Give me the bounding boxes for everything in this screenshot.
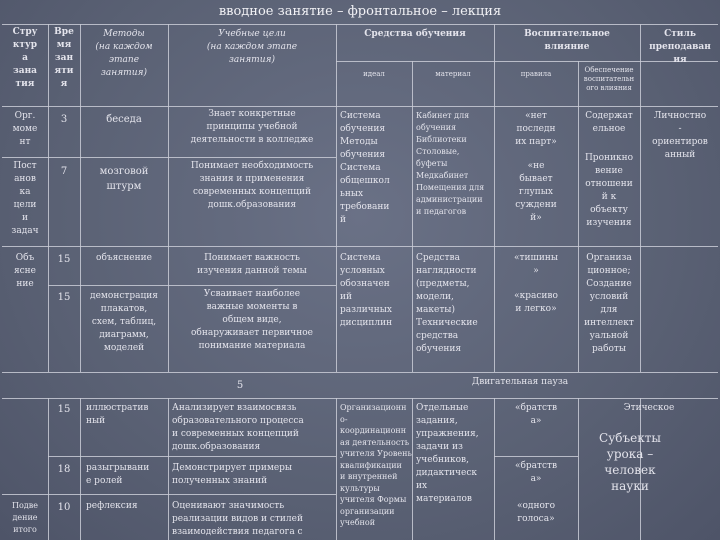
row3-method: объяснение [96, 253, 152, 263]
pause-number: 5 [236, 380, 244, 391]
row5-method: иллюстратив ный [86, 403, 149, 426]
row3-goal: Понимает важность изучения данной темы [197, 253, 307, 276]
row3-provide: Организа ционное; Создание условий для интеллект уальной работы [584, 253, 634, 354]
row5-provide: Этическое [623, 403, 675, 413]
header-structure: Стру ктур а зана тия [12, 27, 38, 89]
grid-line [2, 24, 718, 25]
row2-time: 7 [60, 166, 68, 177]
grid-line [2, 398, 718, 399]
row2-provide: Проникно вение отношени й к объекту изучения [584, 153, 634, 228]
header-time: Вре мя зан яти я [54, 27, 74, 89]
ideal-cell-a: Система обучения Методы обучения Система общешкол ьных требовани й [340, 111, 390, 225]
grid-line [2, 372, 718, 373]
material-cell-a: Кабинет для обучения Библиотеки Столовые, буфеты Медкабинет Помещения для администрации и педагогов [416, 111, 485, 216]
grid-line [80, 398, 81, 540]
row7-goal: Оценивают значимость реализации видов и стилей взаимодействия педагога с [172, 501, 303, 537]
ideal-cell-c: Организационн о- координационн ая деятельность учителя Уровень квалификации и внутренней культуры учителя Формы организации учебной [340, 403, 412, 527]
grid-line [336, 398, 337, 540]
header-provide: Обеспечение воспитательн ого влияния [583, 66, 635, 92]
material-cell-b: Средства наглядности (предметы, модели, макеты) Технические средства обучения [416, 253, 478, 354]
row2-method: мозговой штурм [99, 166, 149, 192]
row7-method: рефлексия [86, 501, 138, 511]
header-means: Средства обучения [364, 29, 466, 39]
row1-goal: Знает конкретные принципы учебной деятельности в колледже [190, 109, 314, 145]
row4-time: 15 [57, 292, 71, 303]
header-methods: Методы (на каждом этапе занятия) [95, 29, 153, 78]
grid-line [2, 106, 718, 107]
row5-rules: «братств а» [514, 403, 558, 426]
row4-method: демонстрация плакатов, схем, таблиц, диаграмм, моделей [90, 291, 158, 353]
row3-time: 15 [57, 254, 71, 265]
slide-title: вводное занятие – фронтальное – лекция [218, 4, 502, 19]
row7-rules: «одного голоса» [516, 501, 556, 524]
row1-style: Личностно - ориентиров анный [652, 111, 708, 160]
header-style: Стиль преподаван ия [649, 29, 711, 65]
row2-structure: Пост анов ка цели и задач [11, 161, 39, 236]
row6-time: 18 [57, 464, 71, 475]
grid-line [494, 456, 578, 457]
grid-line [48, 456, 336, 457]
row6-goal: Демонстрирует примеры полученных знаний [172, 463, 293, 486]
grid-line [2, 246, 718, 247]
row1-method: беседа [106, 114, 142, 125]
row3-rules: «тишины » [513, 253, 558, 276]
header-goals: Учебные цели (на каждом этапе занятия) [206, 29, 298, 65]
material-cell-c: Отдельные задания, упражнения, задачи из учебников, дидактическ их материалов [416, 403, 479, 504]
grid-line [2, 494, 336, 495]
grid-line [412, 61, 413, 372]
row2-goal: Понимает необходимость знания и применения современных концепций дошк.образования [190, 161, 314, 210]
row2-rules: «не бывает глупых суждени й» [515, 161, 557, 223]
header-rules: правила [520, 70, 552, 78]
row6-rules: «братств а» [514, 461, 558, 484]
row1-rules: «нет последн их парт» [515, 111, 557, 147]
header-upbringing: Воспитательное влияние [524, 29, 610, 52]
pause-label: Двигательная пауза [471, 377, 569, 387]
grid-line [2, 157, 336, 158]
row7-time: 10 [57, 502, 71, 513]
grid-line [48, 285, 336, 286]
row1-structure: Орг. моме нт [12, 111, 38, 147]
row3-structure: Объ ясне ние [13, 253, 37, 289]
row7-structure: Подве дение итого [12, 501, 38, 534]
row1-provide: Содержат ельное [585, 111, 633, 134]
row6-method: разыгрывани е ролей [86, 463, 150, 486]
header-material: материал [435, 70, 471, 78]
row4-goal: Усваивает наиболее важные моменты в общем виде, обнаруживает первичное понимание материала [191, 289, 313, 351]
row5-time: 15 [57, 404, 71, 415]
row5-goal: Анализирует взаимосвязь образовательного процесса и современных концепций дошк.образования [172, 403, 304, 452]
grid-line [578, 398, 579, 540]
grid-line [640, 24, 641, 372]
ideal-cell-b: Система условных обозначен ий различных дисциплин [340, 253, 393, 328]
grid-line [168, 398, 169, 540]
row4-rules: «красиво и легко» [514, 291, 558, 314]
header-ideal: идеал [363, 70, 385, 78]
row1-time: 3 [60, 114, 68, 125]
subjects-text: Субъекты урока – человек науки [599, 431, 661, 493]
